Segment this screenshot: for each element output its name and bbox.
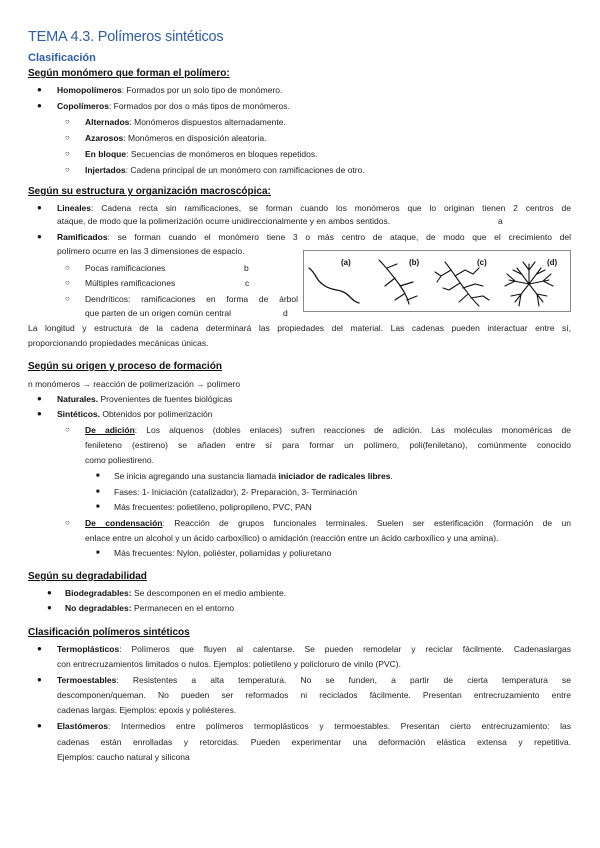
item-termoplasticos: Termoplásticos: Polímeros que fluyen al calentarse. Se pueden remodelar y reciclar fácilmente. Cadenaslargas [57,644,571,654]
termoplasticos-text-2: con entrecruzamientos limitados o nulos. Ejemplos: polietileno y policloruro de vinilo (PVC). [57,659,401,669]
bullet-disc: ● [37,101,42,110]
item-biodegradables: Biodegradables: Se descomponen en el medio ambiente. [65,588,287,598]
bullet-circle: ○ [65,133,70,142]
heading-monomero: Según monómero que forman el polímero: [28,68,230,79]
bullet-circle: ○ [65,117,70,126]
item-iniciador: Se inicia agregando una sustancia llamada iniciador de radicales libres. [114,471,393,481]
condensacion-text-2: enlace entre un alcohol y un ácido carboxílico) o amidación (reacción entre un ácido carboxílico y una amina). [85,533,499,543]
figure-ref-a: a [498,216,503,226]
item-injertados: Injertados: Cadena principal de un monómero con ramificaciones de otro. [85,165,365,175]
paragraph-cadenas-2: proporcionando propiedades mecánicas únicas. [28,338,209,348]
item-homopolimeros: Homopolímeros: Formados por un solo tipo de monómero. [57,85,283,95]
item-azarosos: Azarosos: Monómeros en disposición aleatoria. [85,133,267,143]
polymer-structures-figure [303,250,571,312]
bullet-disc: ● [37,644,42,653]
item-naturales: Naturales. Provenientes de fuentes biológicas [57,394,233,404]
paragraph-cadenas-1: La longitud y estructura de la cadena determinará las propiedades del material. Las cadenas pueden interactuar entre sí, [28,323,571,333]
bullet-square: ■ [96,550,100,556]
fig-label-a: (a) [341,258,351,267]
item-ramificados: Ramificados: se forman cuando el monómero tiene 3 o más centro de ataque, de modo que el crecimiento del [57,232,571,242]
item-frecuentes-condensacion: Más frecuentes: Nylon, poliéster, poliamidas y poliuretano [114,548,332,558]
bullet-circle: ○ [65,263,70,272]
bullet-circle: ○ [65,425,70,434]
elastomeros-text-2: cadenas están enrolladas y retorcidas. Pueden experimentar una deformación elástica extensa y repetitiva. [57,737,571,747]
bullet-circle: ○ [65,518,70,527]
figure-ref-b: b [244,263,249,273]
bullet-circle: ○ [65,278,70,287]
bullet-square: ■ [96,473,100,479]
figure-ref-c: c [245,278,250,288]
item-alternados: Alternados: Monómeros dispuestos alternadamente. [85,117,286,127]
item-no-degradables: No degradables: Permanecen en el entorno [65,603,235,613]
bullet-circle: ○ [65,294,70,303]
termoestables-text-3: cadenas largas. Ejemplos: epoxis y poliésteres. [57,705,237,715]
item-de-condensacion: De condensación: Reacción de grupos funcionales terminales. Suelen ser esterificación (formación de un [85,518,571,528]
item-en-bloque: En bloque: Secuencias de monómeros en bloques repetidos. [85,149,318,159]
bullet-disc: ● [37,394,42,403]
item-copolimeros: Copolímeros: Formados por dos o más tipos de monómeros. [57,101,290,111]
bullet-square: ■ [96,489,100,495]
bullet-disc: ● [37,721,42,730]
bullet-disc: ● [37,203,42,212]
bullet-disc: ● [37,409,42,418]
bullet-disc: ● [37,85,42,94]
bullet-disc: ● [37,232,42,241]
adicion-text-2: fenileteno (estireno) se añaden entre sí para formar un polímero, poli(feniletano), comúnmente conocido [85,440,571,450]
fig-label-d: (d) [547,258,558,267]
item-de-adicion: De adición: Los alquenos (dobles enlaces) sufren reacciones de adición. Las moléculas monoméricas de [85,425,571,435]
termoestables-text-2: descomponen/queman. No pueden ser reformados ni reciclados fácilmente. Presentan entrecruzamiento entre [57,690,571,700]
item-pocas-ramificaciones: Pocas ramificaciones [85,263,166,273]
ramificados-text-2: polímero ocurre en las 3 dimensiones de espacio. [57,246,245,256]
page-title: TEMA 4.3. Polímeros sintéticos [28,29,224,45]
bullet-disc: ● [47,603,52,612]
section-subtitle: Clasificación [28,52,96,64]
item-frecuentes-adicion: Más frecuentes: polietileno, polipropileno, PVC, PAN [114,502,312,512]
lineales-text-2: ataque, de modo que la polimerización ocurre unidireccionalmente y en ambos sentidos. [57,216,391,226]
item-sinteticos: Sintéticos. Obtenidos por polimerización [57,409,213,419]
bullet-circle: ○ [65,165,70,174]
heading-estructura: Según su estructura y organización macroscópica: [28,186,271,197]
heading-degradabilidad: Según su degradabilidad [28,571,147,582]
item-lineales: Lineales: Cadena recta sin ramificaciones, se forman cuando los monómeros que lo originan tienen 2 centros de [57,203,571,213]
item-termoestables: Termoestables: Resistentes a alta temperatura. No se funden, a partir de cierta temperatura se [57,675,571,685]
bullet-circle: ○ [65,149,70,158]
item-fases: Fases: 1- Iniciación (catalizador), 2- Preparación, 3- Terminación [114,487,358,497]
item-dendriticos: Dendríticos: ramificaciones en forma de árbol [85,294,298,304]
dendriticos-text-2: que parten de un origen común central [85,308,232,318]
bullet-disc: ● [37,675,42,684]
fig-label-b: (b) [409,258,420,267]
item-multiples-ramificaciones: Múltiples ramificaciones [85,278,176,288]
item-elastomeros: Elastómeros: Intermedios entre polímeros termoplásticos y termoestables. Presentan cierto entrecruzamiento: las [57,721,571,731]
fig-label-c: (c) [477,258,487,267]
bullet-disc: ● [47,588,52,597]
figure-ref-d: d [283,308,288,318]
bullet-square: ■ [96,504,100,510]
heading-origen: Según su origen y proceso de formación [28,361,222,372]
adicion-text-3: como poliestireno. [85,455,154,465]
elastomeros-text-3: Ejemplos: caucho natural y silicona [57,752,190,762]
heading-clasificacion-sinteticos: Clasificación polímeros sintéticos [28,627,190,638]
reaction-line: n monómeros → reacción de polimerización → polímero [28,379,241,389]
